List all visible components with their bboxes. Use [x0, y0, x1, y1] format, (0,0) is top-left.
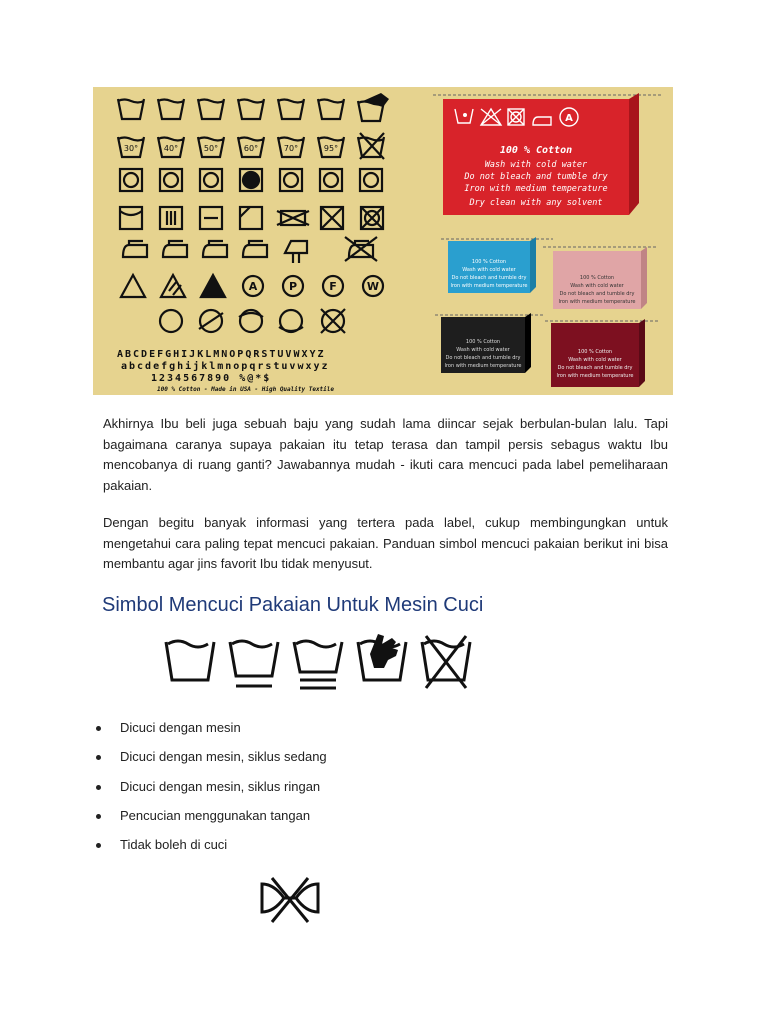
maroon-label — [545, 319, 658, 387]
label-line-2: Wash with cold water — [484, 160, 588, 170]
temp-60: 60° — [243, 144, 259, 153]
blue-label-line-3: Do not bleach and tumble dry — [451, 275, 527, 281]
pink-label-line-2: Wash with cold water — [570, 283, 624, 289]
do-not-wash-icon — [422, 636, 470, 688]
alphabet-upper: ABCDEFGHIJKLMNOPQRSTUVWXYZ — [117, 349, 326, 360]
list-item-label: Dicuci dengan mesin, siklus sedang — [120, 749, 327, 765]
pink-label-line-1: 100 % Cotton — [579, 275, 615, 281]
letter-w: W — [366, 280, 380, 293]
label-letter-a: A — [565, 113, 573, 124]
blue-label-line-4: Iron with medium temperature — [450, 283, 528, 289]
bullet-icon — [96, 755, 101, 760]
symbol-list — [96, 718, 327, 864]
list-item — [96, 806, 327, 835]
bullet-icon — [96, 843, 101, 848]
wash-tub-icon — [166, 641, 214, 680]
black-label-line-2: Wash with cold water — [456, 347, 510, 353]
wash-tub-icon-row — [118, 99, 384, 121]
label-line-5: Dry clean with any solvent — [469, 198, 603, 208]
letter-a: A — [248, 280, 258, 293]
black-label — [435, 313, 545, 373]
alphabet-lower: abcdefghijklmnopqrstuvwxyz — [121, 361, 330, 372]
pink-label — [543, 247, 658, 309]
paragraph-intro: Akhirnya Ibu beli juga sebuah baju yang sudah lama diincar sejak berbulan-bulan lalu. Tapi bagaimana caranya supaya pakaian itu tetap terasa dan tampil persis sebagus waktu Ibu mencobanya di ruang ganti? Jawabannya mudah - ikuti cara mencuci pada label pemeliharaan pakaian. — [103, 416, 668, 493]
temp-40: 40° — [163, 144, 179, 153]
blue-label-line-2: Wash with cold water — [462, 267, 516, 273]
bullet-icon — [96, 814, 101, 819]
list-item — [96, 835, 327, 864]
label-line-1: 100 % Cotton — [499, 145, 573, 156]
black-label-line-4: Iron with medium temperature — [444, 363, 522, 369]
maroon-label-line-3: Do not bleach and tumble dry — [557, 365, 633, 371]
list-item — [96, 747, 327, 776]
maroon-label-line-4: Iron with medium temperature — [556, 373, 634, 379]
temp-30: 30° — [123, 144, 139, 153]
blue-label-line-1: 100 % Cotton — [471, 259, 507, 265]
pink-label-line-3: Do not bleach and tumble dry — [559, 291, 635, 297]
red-label — [433, 93, 663, 215]
list-item-label: Pencucian menggunakan tangan — [120, 807, 311, 823]
bullet-icon — [96, 785, 101, 790]
paragraph-guide: Dengan begitu banyak informasi yang tertera pada label, cukup membingungkan untuk mengetahui cara paling tepat mencuci pakaian. Panduan simbol mencuci pakaian berikut ini bisa membantu agar jins favorit Ibu tidak menyusut. — [103, 515, 668, 571]
list-item — [96, 718, 327, 747]
black-label-line-3: Do not bleach and tumble dry — [445, 355, 521, 361]
washing-symbols-row — [160, 628, 480, 703]
wash-tub-gentle-icon — [294, 641, 342, 688]
laundry-symbols-illustration — [93, 87, 673, 395]
temp-50: 50° — [203, 144, 219, 153]
list-item-label: Tidak boleh di cuci — [120, 837, 228, 853]
pink-label-line-4: Iron with medium temperature — [558, 299, 636, 305]
list-item — [96, 777, 327, 806]
bullet-icon — [96, 726, 101, 731]
letter-p: P — [288, 280, 298, 293]
list-item-label: Dicuci dengan mesin — [120, 720, 241, 735]
maroon-label-line-1: 100 % Cotton — [577, 349, 613, 355]
maroon-label-line-2: Wash with cold water — [568, 357, 622, 363]
section-heading: Simbol Mencuci Pakaian Untuk Mesin Cuci — [102, 594, 484, 616]
laundry-symbols-image — [93, 87, 673, 395]
temp-95: 95° — [323, 144, 339, 153]
black-label-line-1: 100 % Cotton — [465, 339, 501, 345]
blue-label — [441, 237, 553, 293]
wash-tub-permanent-press-icon — [230, 641, 278, 686]
list-item-label: Dicuci dengan mesin, siklus ringan — [120, 778, 321, 794]
digits-row: 1234567890 %@*$ — [151, 373, 272, 384]
label-line-3: Do not bleach and tumble dry — [464, 172, 608, 182]
letter-f: F — [329, 280, 337, 293]
label-line-4: Iron with medium temperature — [464, 184, 608, 194]
temp-70: 70° — [283, 144, 299, 153]
footer-line: 100 % Cotton - Made in USA - High Quality Textile — [157, 386, 335, 393]
do-not-wring-icon — [256, 872, 326, 933]
